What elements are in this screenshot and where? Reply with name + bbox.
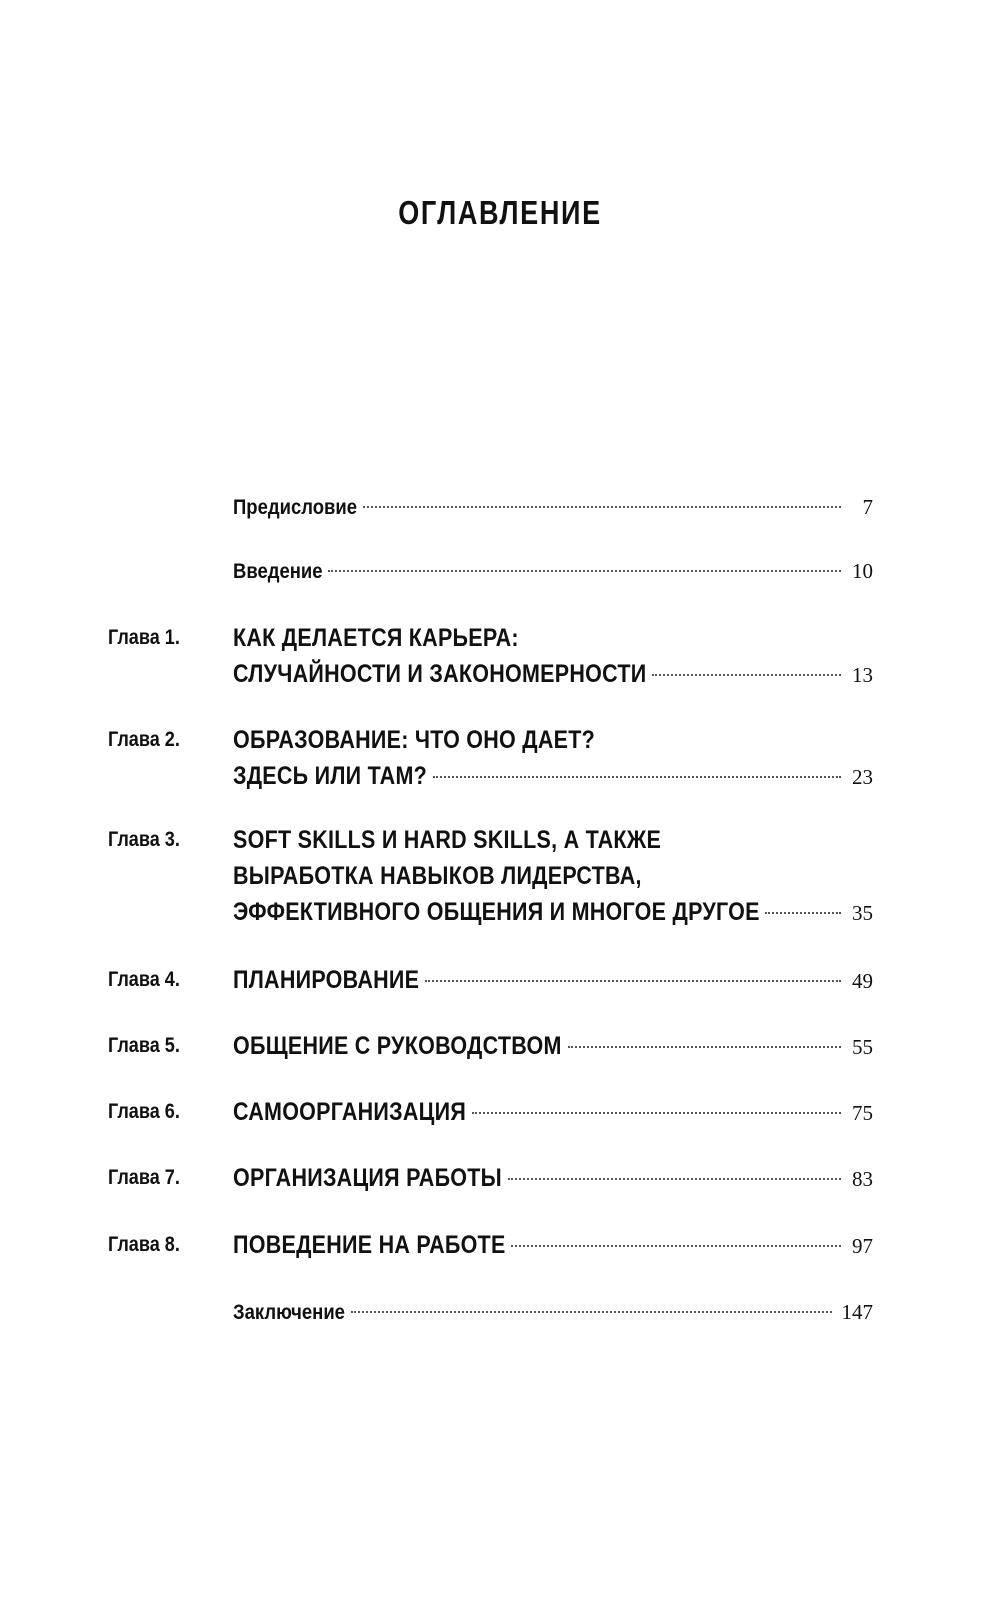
dot-leader	[472, 1112, 841, 1114]
title-line	[233, 962, 873, 998]
entry-title: ПОВЕДЕНИЕ НА РАБОТЕ	[233, 1231, 506, 1259]
entry-title: ВЫРАБОТКА НАВЫКОВ ЛИДЕРСТВА,	[233, 862, 642, 890]
page-number: 7	[862, 495, 873, 519]
dot-leader	[328, 570, 841, 572]
entry-title: ЗДЕСЬ ИЛИ ТАМ?	[233, 762, 428, 790]
chapter-label: Глава 4.	[108, 968, 180, 991]
entry-title: Предисловие	[233, 496, 358, 519]
chapter-label: Глава 6.	[108, 1100, 180, 1123]
title-line	[233, 489, 873, 525]
entry-title-block	[233, 1294, 873, 1330]
title-line	[233, 1227, 873, 1263]
entry-title-block	[233, 1028, 873, 1064]
entry-title-block	[233, 822, 873, 930]
title-line	[233, 1028, 873, 1064]
entry-title: ПЛАНИРОВАНИЕ	[233, 966, 420, 994]
page-number: 35	[852, 901, 873, 925]
entry-title: САМООРГАНИЗАЦИЯ	[233, 1098, 467, 1126]
page-number: 10	[852, 559, 873, 583]
entry-title-block	[233, 489, 873, 525]
entry-title-block	[233, 553, 873, 589]
entry-title: ОБЩЕНИЕ С РУКОВОДСТВОМ	[233, 1032, 562, 1060]
entry-title-block	[233, 1094, 873, 1130]
entry-title-block	[233, 1227, 873, 1263]
entry-title-block	[233, 962, 873, 998]
title-line	[233, 894, 873, 930]
title-line	[233, 553, 873, 589]
chapter-label: Глава 1.	[108, 626, 180, 649]
page-title: ОГЛАВЛЕНИЕ	[398, 194, 602, 232]
dot-leader	[351, 1311, 831, 1313]
entry-title: Введение	[233, 560, 323, 583]
entry-title: Заключение	[233, 1301, 345, 1324]
chapter-label: Глава 7.	[108, 1166, 180, 1189]
title-line	[233, 1294, 873, 1330]
entry-title: ОРГАНИЗАЦИЯ РАБОТЫ	[233, 1164, 502, 1192]
title-line	[233, 1160, 873, 1196]
entry-title: ОБРАЗОВАНИЕ: ЧТО ОНО ДАЕТ?	[233, 726, 596, 754]
page-number: 75	[852, 1101, 873, 1125]
page-number: 97	[852, 1234, 873, 1258]
dot-leader	[765, 912, 841, 914]
title-line	[233, 656, 873, 692]
dot-leader	[425, 980, 841, 982]
title-line	[233, 1094, 873, 1130]
page-number: 55	[852, 1035, 873, 1059]
title-line	[233, 858, 873, 894]
entry-title: ЭФФЕКТИВНОГО ОБЩЕНИЯ И МНОГОЕ ДРУГОЕ	[233, 898, 760, 926]
entry-title: СЛУЧАЙНОСТИ И ЗАКОНОМЕРНОСТИ	[233, 660, 647, 688]
dot-leader	[568, 1046, 841, 1048]
page-number: 83	[852, 1167, 873, 1191]
page-number: 13	[852, 663, 873, 687]
title-line	[233, 758, 873, 794]
entry-title: КАК ДЕЛАЕТСЯ КАРЬЕРА:	[233, 624, 519, 652]
dot-leader	[652, 674, 841, 676]
dot-leader	[511, 1245, 841, 1247]
title-line	[233, 722, 873, 758]
page-number: 49	[852, 969, 873, 993]
page-number: 147	[841, 1300, 873, 1324]
dot-leader	[433, 776, 841, 778]
chapter-label: Глава 5.	[108, 1034, 180, 1057]
chapter-label: Глава 2.	[108, 728, 180, 751]
entry-title: SOFT SKILLS И HARD SKILLS, А ТАКЖЕ	[233, 826, 662, 854]
dot-leader	[508, 1178, 841, 1180]
entry-title-block	[233, 620, 873, 692]
chapter-label: Глава 3.	[108, 828, 180, 851]
entry-title-block	[233, 1160, 873, 1196]
dot-leader	[363, 506, 841, 508]
chapter-label: Глава 8.	[108, 1233, 180, 1256]
entry-title-block	[233, 722, 873, 794]
page-number: 23	[852, 765, 873, 789]
title-line	[233, 822, 873, 858]
title-line	[233, 620, 873, 656]
